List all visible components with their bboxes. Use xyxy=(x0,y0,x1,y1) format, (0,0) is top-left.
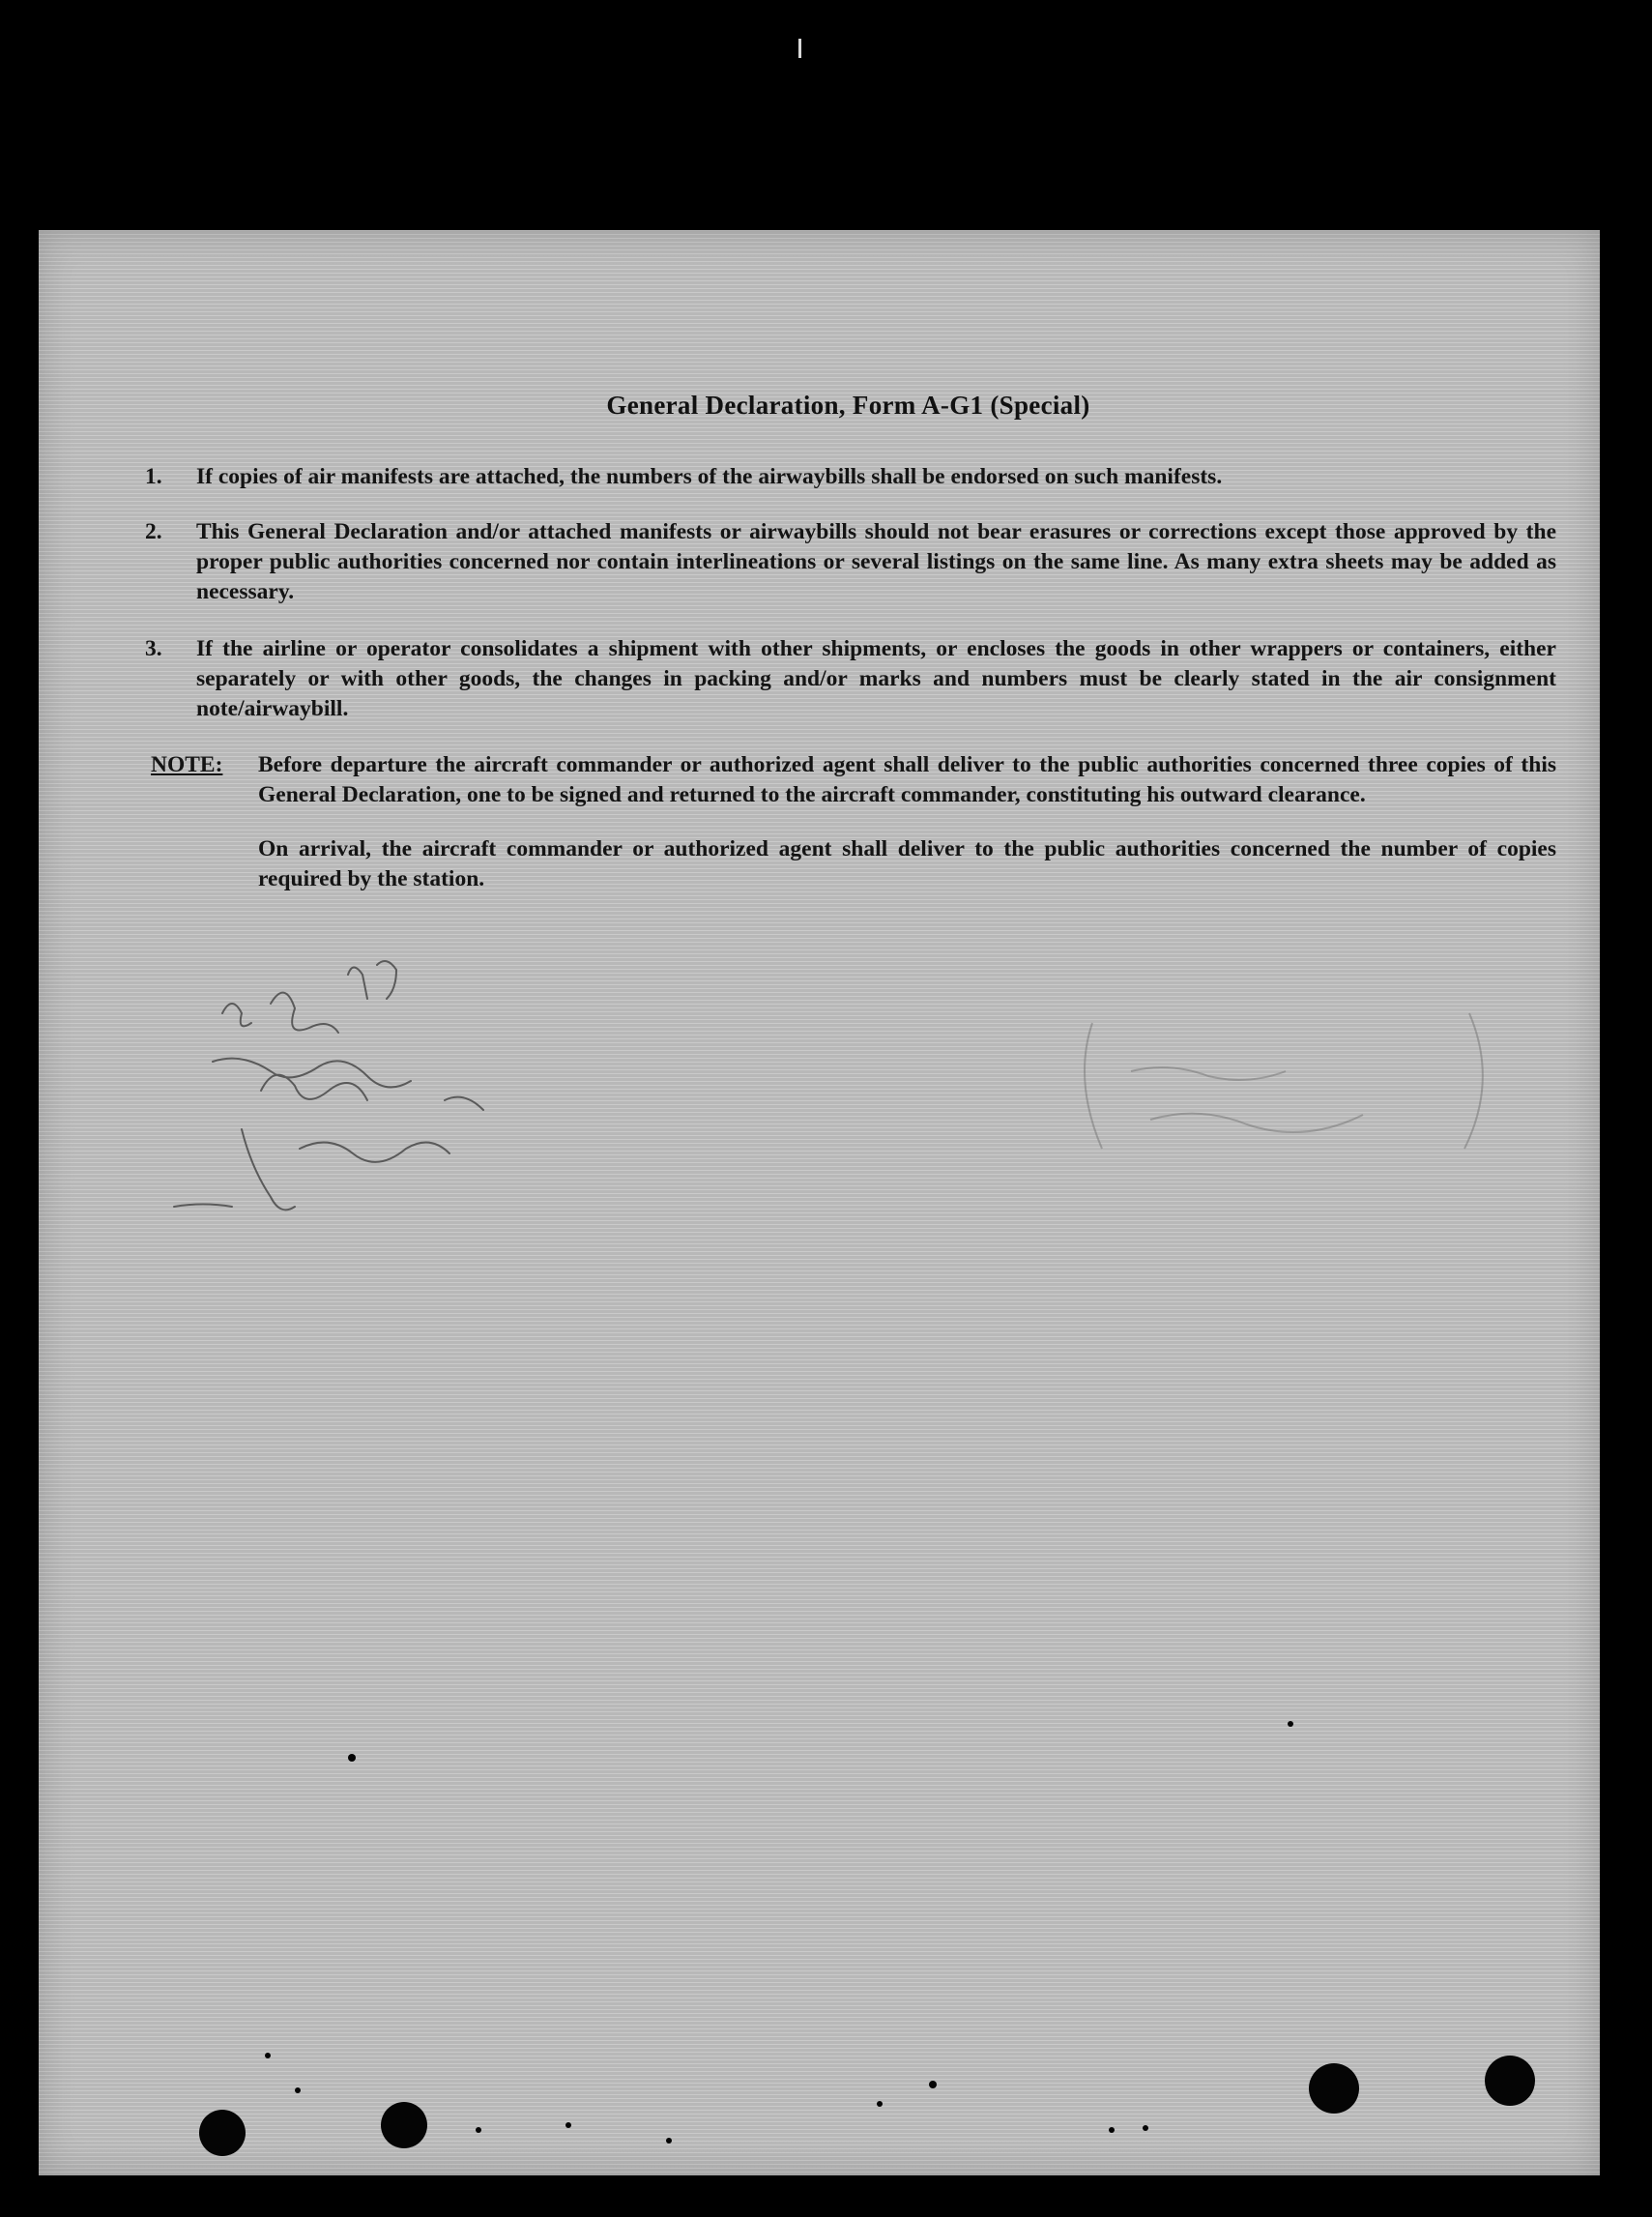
instruction-item-1 xyxy=(145,462,1556,492)
form-sheet xyxy=(39,230,1600,2175)
item-number: 3. xyxy=(145,636,162,661)
note-section xyxy=(151,750,1556,919)
handwritten-signature-image xyxy=(155,946,657,1255)
scan-edge-mark xyxy=(798,39,801,58)
form-title: General Declaration, Form A-G1 (Special) xyxy=(606,391,1090,420)
item-text: If the airline or operator consolidates a shipment with other shipments, or encloses the goods in other wrappers or containers, either separately or with other goods, the changes in packing and/or marks and numbers must be clearly stated in the air consignment note/airwaybill. xyxy=(196,636,1556,721)
note-paragraph-arrival: On arrival, the aircraft commander or authorized agent shall deliver to the public authorities concerned the number of copies required by the station. xyxy=(258,836,1556,891)
faint-pencil-annotation xyxy=(1063,965,1508,1197)
note-label: NOTE: xyxy=(151,752,223,777)
item-number: 2. xyxy=(145,519,162,544)
note-body xyxy=(258,750,1556,894)
note-paragraph-departure: Before departure the aircraft commander or authorized agent shall deliver to the public authorities concerned three copies of this General Declaration, one to be signed and returned to the aircraft commander, constituting his outward clearance. xyxy=(258,752,1556,807)
instruction-item-2 xyxy=(145,517,1556,607)
item-number: 1. xyxy=(145,464,162,489)
instruction-item-3 xyxy=(145,634,1556,724)
item-text: This General Declaration and/or attached manifests or airwaybills should not bear erasures or corrections except those approved by the proper public authorities concerned nor contain interlineations or several listings on the same line. As many extra sheets may be added as necessary. xyxy=(196,519,1556,604)
item-text: If copies of air manifests are attached, the numbers of the airwaybills shall be endorsed on such manifests. xyxy=(196,464,1223,489)
